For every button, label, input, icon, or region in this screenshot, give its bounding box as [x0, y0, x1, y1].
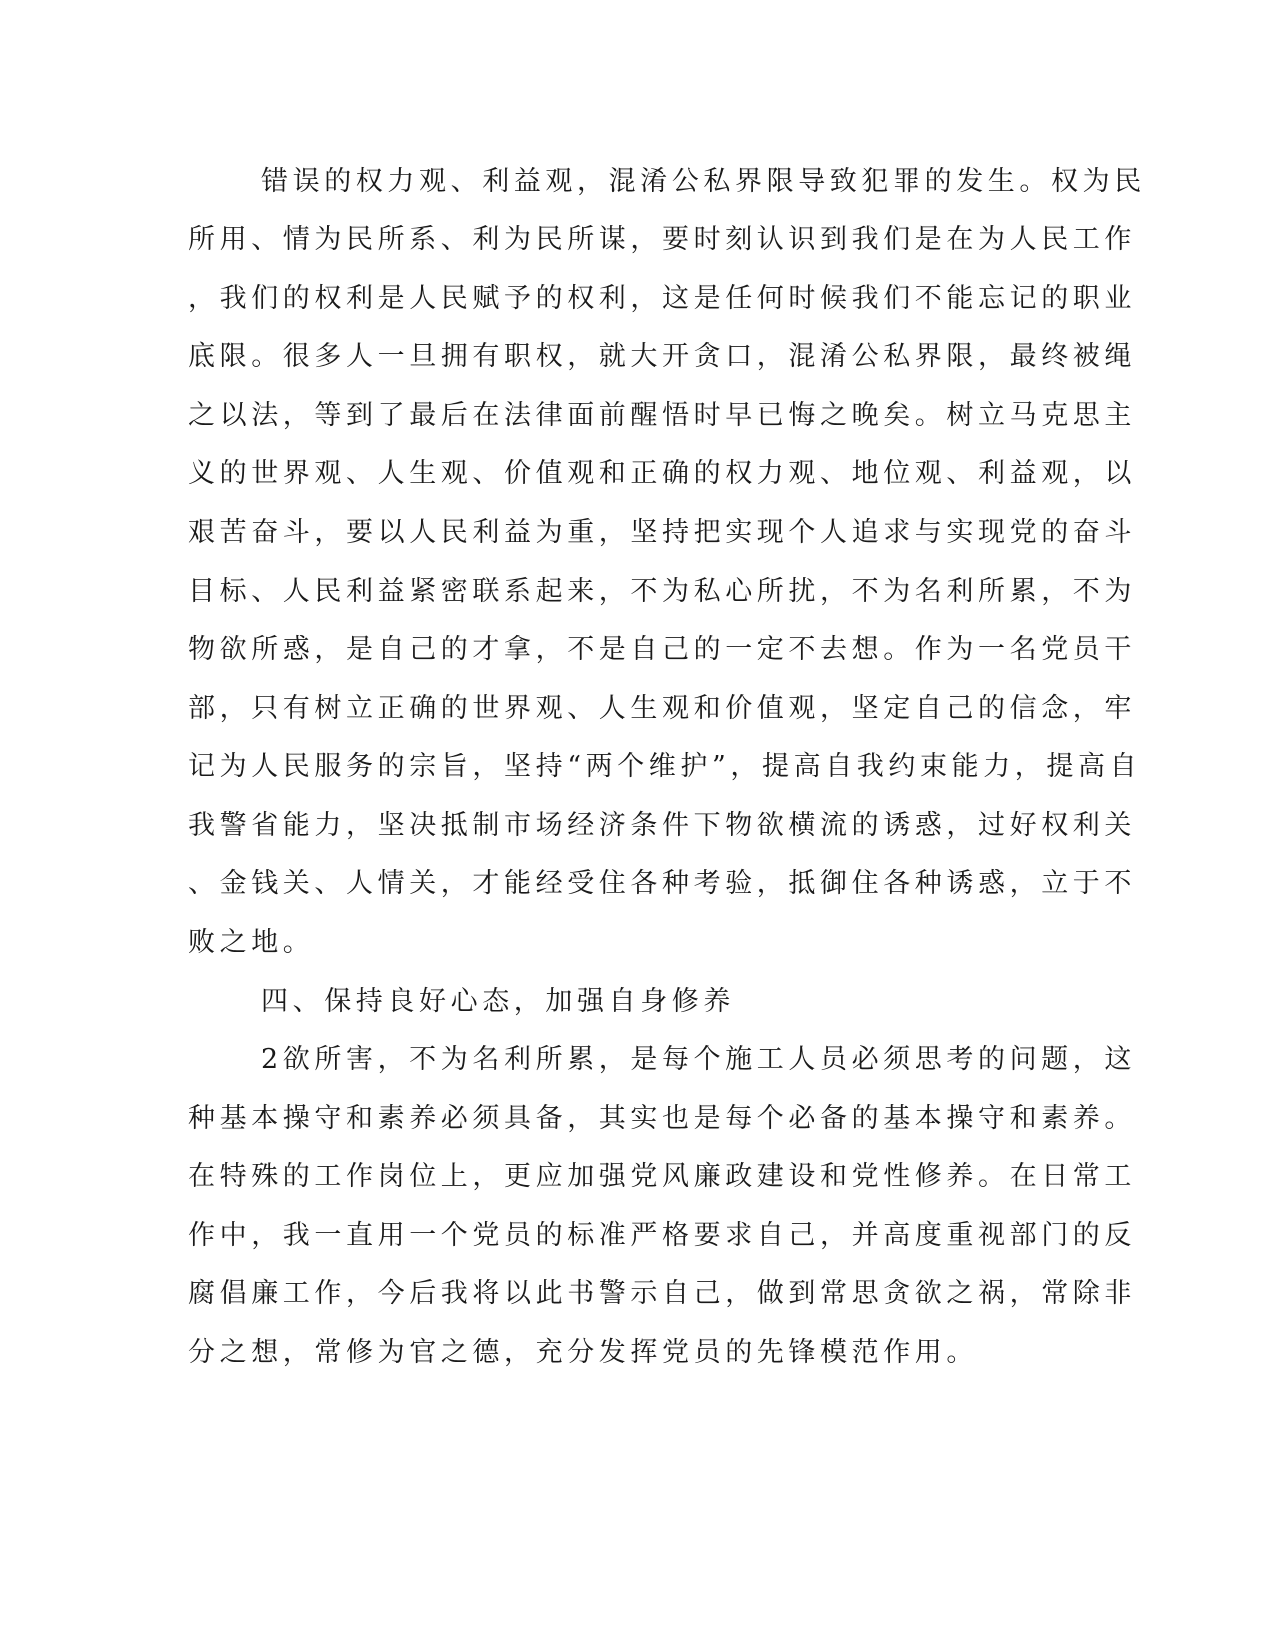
paragraph-line: 部，只有树立正确的世界观、人生观和价值观，坚定自己的信念，牢 — [188, 693, 1136, 724]
paragraph-line: 我警省能力，坚决抵制市场经济条件下物欲横流的诱惑，过好权利关 — [188, 810, 1136, 841]
paragraph-line: 目标、人民利益紧密联系起来，不为私心所扰，不为名利所累，不为 — [188, 576, 1136, 607]
paragraph-line: 义的世界观、人生观、价值观和正确的权力观、地位观、利益观，以 — [188, 458, 1136, 489]
paragraph-line: 错误的权力观、利益观，混淆公私界限导致犯罪的发生。权为民 — [261, 166, 1146, 197]
paragraph-line: 败之地。 — [188, 927, 315, 958]
paragraph-line: 、金钱关、人情关，才能经受住各种考验，抵御住各种诱惑，立于不 — [188, 868, 1136, 899]
paragraph-line: ，我们的权利是人民赋予的权利，这是任何时候我们不能忘记的职业 — [188, 283, 1136, 314]
paragraph-line: 之以法，等到了最后在法律面前醒悟时早已悔之晚矣。树立马克思主 — [188, 400, 1136, 431]
paragraph-line: 物欲所惑，是自己的才拿，不是自己的一定不去想。作为一名党员干 — [188, 634, 1136, 665]
paragraph-line: 腐倡廉工作，今后我将以此书警示自己，做到常思贪欲之祸，常除非 — [188, 1278, 1136, 1309]
paragraph-line: 2欲所害，不为名利所累，是每个施工人员必须思考的问题，这 — [261, 1044, 1136, 1075]
paragraph-line: 所用、情为民所系、利为民所谋，要时刻认识到我们是在为人民工作 — [188, 224, 1136, 255]
paragraph-line: 作中，我一直用一个党员的标准严格要求自己，并高度重视部门的反 — [188, 1220, 1136, 1251]
paragraph-line: 记为人民服务的宗旨，坚持“两个维护”，提高自我约束能力，提高自 — [188, 751, 1142, 782]
paragraph-line: 分之想，常修为官之德，充分发挥党员的先锋模范作用。 — [188, 1337, 978, 1368]
section-heading: 四、保持良好心态，加强自身修养 — [261, 986, 735, 1017]
paragraph-line: 艰苦奋斗，要以人民利益为重，坚持把实现个人追求与实现党的奋斗 — [188, 517, 1136, 548]
paragraph-line: 底限。很多人一旦拥有职权，就大开贪口，混淆公私界限，最终被绳 — [188, 341, 1136, 372]
paragraph-line: 种基本操守和素养必须具备，其实也是每个必备的基本操守和素养。 — [188, 1103, 1136, 1134]
paragraph-line: 在特殊的工作岗位上，更应加强党风廉政建设和党性修养。在日常工 — [188, 1161, 1136, 1192]
